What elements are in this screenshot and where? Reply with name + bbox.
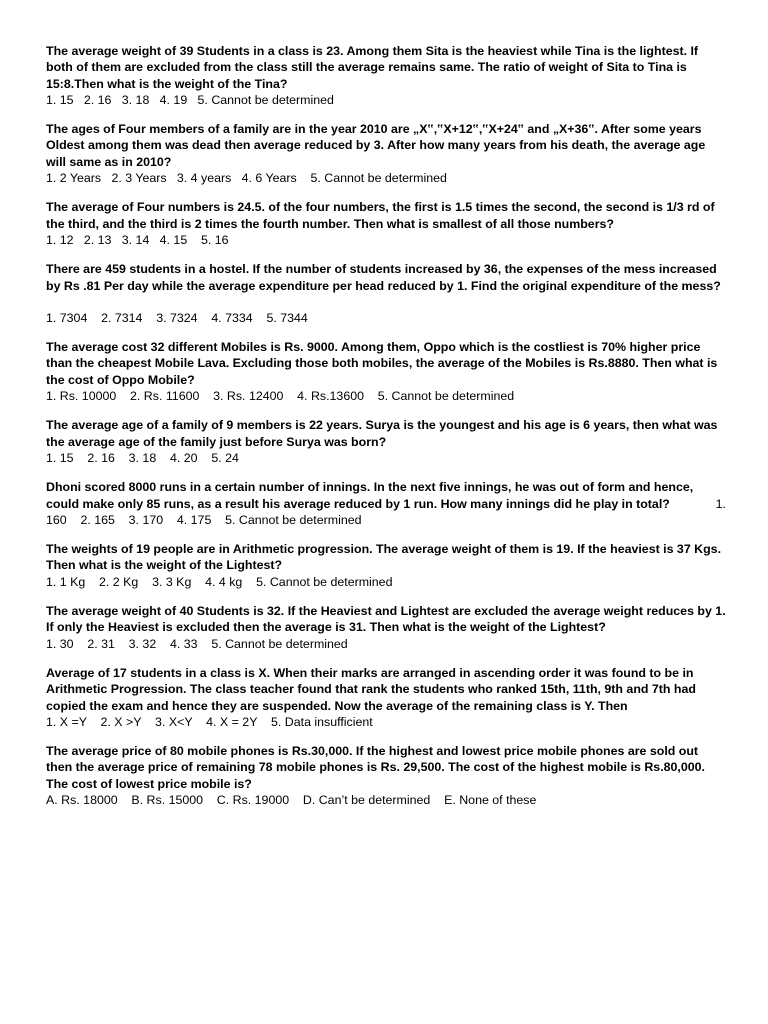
question-options: 1. 15 2. 16 3. 18 4. 19 5. Cannot be determined bbox=[46, 92, 334, 107]
question-7 bbox=[46, 479, 726, 528]
question-text: The average of Four numbers is 24.5. of the four numbers, the first is 1.5 times the second, the second is 1/3 rd of the third, and the third is 2 times the fourth number. Then what is smallest of all those numbers? bbox=[46, 200, 715, 231]
question-6 bbox=[46, 417, 726, 466]
question-text bbox=[46, 479, 726, 512]
question-text: The weights of 19 people are in Arithmetic progression. The average weight of them is 19. If the heaviest is 37 Kgs. Then what is the weight of the Lightest? bbox=[46, 542, 722, 573]
question-options: 1. 30 2. 31 3. 32 4. 33 5. Cannot be determined bbox=[46, 636, 348, 651]
question-8 bbox=[46, 541, 726, 590]
question-options: A. Rs. 18000 B. Rs. 15000 C. Rs. 19000 D. Can’t be determined E. None of these bbox=[46, 792, 537, 807]
document-page bbox=[46, 43, 726, 821]
question-5 bbox=[46, 339, 726, 404]
question-4 bbox=[46, 261, 726, 326]
question-2 bbox=[46, 121, 726, 186]
question-1 bbox=[46, 43, 726, 108]
question-options: 1. 12 2. 13 3. 14 4. 15 5. 16 bbox=[46, 232, 229, 247]
question-text: The average weight of 39 Students in a class is 23. Among them Sita is the heaviest while Tina is the lightest. If both of them are excluded from the class still the average remains same. The ratio of weight of Sita to Tina is 15:8.Then what is the weight of the Tina? bbox=[46, 44, 699, 91]
question-text: The average age of a family of 9 members is 22 years. Surya is the youngest and his age is 6 years, then what was the average age of the family just before Surya was born? bbox=[46, 418, 718, 449]
question-text: The average price of 80 mobile phones is Rs.30,000. If the highest and lowest price mobile phones are sold out then the average price of remaining 78 mobile phones is Rs. 29,500. The cost of the highest mobile is Rs.80,000. The cost of lowest price mobile is? bbox=[46, 744, 705, 791]
question-options: 1. 1 Kg 2. 2 Kg 3. 3 Kg 4. 4 kg 5. Cannot be determined bbox=[46, 574, 393, 589]
question-text: The average weight of 40 Students is 32. If the Heaviest and Lightest are excluded the average weight reduces by 1. If only the Heaviest is excluded then the average is 31. Then what is the weight of the Lightest? bbox=[46, 604, 726, 635]
question-options: 160 2. 165 3. 170 4. 175 5. Cannot be determined bbox=[46, 512, 362, 527]
question-11 bbox=[46, 743, 726, 808]
question-text-body: Dhoni scored 8000 runs in a certain number of innings. In the next five innings, he was out of form and hence, could make only 85 runs, as a result his average reduced by 1 run. How many innings did he play in total? bbox=[46, 480, 694, 511]
question-options: 1. 7304 2. 7314 3. 7324 4. 7334 5. 7344 bbox=[46, 310, 308, 325]
question-10 bbox=[46, 665, 726, 730]
question-9 bbox=[46, 603, 726, 652]
question-options-start: 1. bbox=[715, 496, 726, 511]
question-options: 1. 15 2. 16 3. 18 4. 20 5. 24 bbox=[46, 450, 239, 465]
question-text: The average cost 32 different Mobiles is Rs. 9000. Among them, Oppo which is the costliest is 70% higher price than the cheapest Mobile Lava. Excluding those both mobiles, the average of the Mobiles is Rs.8880. Then what is the cost of Oppo Mobile? bbox=[46, 340, 718, 387]
question-options: 1. X =Y 2. X >Y 3. X<Y 4. X = 2Y 5. Data insufficient bbox=[46, 714, 373, 729]
question-3 bbox=[46, 199, 726, 248]
question-text: There are 459 students in a hostel. If the number of students increased by 36, the expenses of the mess increased by Rs .81 Per day while the average expenditure per head reduced by 1. Find the original expenditure of the mess? bbox=[46, 262, 721, 293]
question-options: 1. 2 Years 2. 3 Years 3. 4 years 4. 6 Years 5. Cannot be determined bbox=[46, 171, 447, 186]
question-text: The ages of Four members of a family are in the year 2010 are „X‟,‟X+12‟,‟X+24‟ and „X+36‟. After some years Oldest among them was dead then average reduced by 3. After how many years from his death, the average age will same as in 2010? bbox=[46, 122, 706, 169]
question-options: 1. Rs. 10000 2. Rs. 11600 3. Rs. 12400 4. Rs.13600 5. Cannot be determined bbox=[46, 389, 515, 404]
question-text: Average of 17 students in a class is X. When their marks are arranged in ascending order it was found to be in Arithmetic Progression. The class teacher found that rank the students who ranked 15th, 11th, 9th and 7th had copied the exam and hence they are suspended. Now the average of the remaining class is Y. Then bbox=[46, 665, 696, 713]
